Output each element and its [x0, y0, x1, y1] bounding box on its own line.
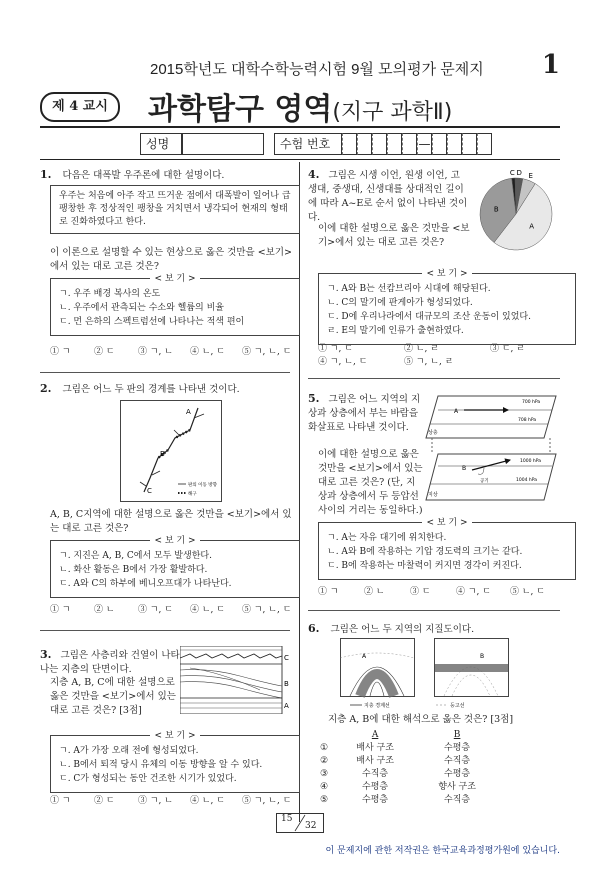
q6-c1-num: ①: [320, 743, 329, 753]
q5-p1004: 1004 hPa: [516, 478, 538, 483]
q6-label-b: B: [480, 653, 485, 660]
pie-label-c: C: [509, 169, 515, 178]
q6-number: 6.: [308, 622, 320, 635]
q5-choice-5[interactable]: ⑤ ㄴ, ㄷ: [510, 587, 545, 597]
subject-main: 과학탐구 영역: [148, 92, 333, 127]
q1-item-2: ㄴ. 우주에서 관측되는 수소와 헬륨의 비율: [59, 303, 224, 313]
q6-choice-5[interactable]: [314, 794, 498, 807]
q2: [40, 382, 290, 397]
q2-number: 2.: [40, 382, 52, 395]
q2-choices: [50, 602, 302, 615]
q3-choice-1[interactable]: ① ㄱ: [50, 796, 71, 806]
q6-col-a: A: [371, 730, 379, 740]
q1: [40, 168, 290, 183]
q1-item-1: ㄱ. 우주 배경 복사의 온도: [59, 289, 161, 299]
q6-legend-2: 등고선: [450, 703, 465, 709]
q5-item-1: ㄱ. A는 자유 대기에 위치한다.: [327, 533, 447, 543]
q5-stem: 그림은 어느 지역의 지상과 상층에서 부는 바람을 화살표로 나타낸 것이다.: [308, 394, 421, 433]
exam-no-label: 수험 번호: [274, 133, 342, 155]
q6-col-b: B: [453, 730, 461, 740]
q5-upper-label: 상층: [428, 430, 438, 436]
q6-c3-b: 수평층: [444, 769, 471, 779]
subject-sub: (지구 과학Ⅱ): [332, 100, 453, 125]
q5-item-3: ㄷ. B에 작용하는 마찰력이 커지면 경각이 커진다.: [327, 561, 522, 571]
q4-item-3: ㄷ. D에 우리나라에서 대규모의 조산 운동이 있었다.: [327, 312, 531, 322]
q4-rule: [308, 378, 560, 379]
q5-choice-4[interactable]: ④ ㄱ, ㄷ: [456, 587, 491, 597]
pie-label-b: B: [493, 205, 499, 214]
q4-item-2: ㄴ. C의 말기에 판게아가 형성되었다.: [327, 298, 473, 308]
q4-question: 이에 대한 설명으로 옳은 것만을 <보기>에서 있는 대로 고른 것은?: [318, 223, 470, 248]
q6-c3-num: ③: [320, 769, 329, 779]
page-number: 1: [541, 50, 560, 80]
q1-choice-1[interactable]: ① ㄱ: [50, 347, 71, 357]
q3-label-c: C: [284, 654, 289, 662]
q3-strata-figure: [180, 646, 290, 714]
q2-legend-2: 해구: [188, 492, 197, 497]
q5-wind-figure: [424, 388, 560, 508]
page-current: 15: [281, 814, 293, 824]
pie-label-e: E: [528, 171, 533, 180]
q2-label-b: B: [160, 450, 165, 458]
q6-c1-b: 수평층: [444, 743, 471, 753]
q4-choice-2[interactable]: ② ㄴ, ㄹ: [404, 344, 439, 354]
q5-rule: [308, 610, 560, 611]
q6-c5-num: ⑤: [320, 795, 329, 805]
q4-stem: 그림은 시생 이언, 원생 이언, 고생대, 중생대, 신생대를 상대적인 길이에 따라 A~E로 순서 없이 나타낸 것이다.: [308, 170, 468, 223]
q5-bogi-label: < 보 기 >: [422, 518, 471, 528]
q3-choice-2[interactable]: ② ㄷ: [94, 796, 115, 806]
exam-title: 2015학년도 대학수학능력시험 9월 모의평가 문제지: [150, 61, 484, 78]
q6-c2-a: 배사 구조: [356, 756, 394, 766]
q6-label-a: A: [362, 653, 367, 660]
q3-label-a: A: [284, 702, 289, 710]
q6-stem: 그림은 어느 두 지역의 지질도이다.: [330, 624, 475, 635]
q6-answer-table: [314, 729, 498, 807]
q3-choice-3[interactable]: ③ ㄱ, ㄴ: [138, 796, 173, 806]
page-counter: [276, 813, 324, 833]
q5-arc-label: 공기: [480, 479, 489, 484]
q2-choice-5[interactable]: ⑤ ㄱ, ㄴ, ㄷ: [242, 605, 292, 615]
q5-bogi: [318, 518, 576, 580]
q3-item-3: ㄷ. C가 형성되는 동안 건조한 시기가 있었다.: [59, 774, 237, 784]
q5-question: 이에 대한 설명으로 옳은 것만을 <보기>에서 있는 대로 고른 것은? (단, 지상과 상층에서 두 등압선 사이의 거리는 동일하다.): [318, 449, 423, 516]
q1-stem: 다음은 대폭발 우주론에 대한 설명이다.: [62, 170, 225, 181]
q2-label-a: A: [186, 408, 191, 416]
q6-c4-num: ④: [320, 782, 329, 792]
q2-label-c: C: [147, 487, 152, 495]
q6-c4-b: 향사 구조: [438, 782, 476, 792]
q3: [40, 648, 180, 677]
q1-rule: [40, 372, 290, 373]
session-badge: 제 4 교시: [40, 92, 120, 122]
q3-number: 3.: [40, 648, 52, 661]
q2-choice-2[interactable]: ② ㄴ: [94, 605, 115, 615]
q4-choice-1[interactable]: ① ㄱ, ㄷ: [318, 344, 353, 354]
q3-choice-5[interactable]: ⑤ ㄱ, ㄴ, ㄷ: [242, 796, 292, 806]
q6-c1-a: 배사 구조: [356, 743, 394, 753]
q5-choice-3[interactable]: ③ ㄷ: [410, 587, 431, 597]
q5-item-2: ㄴ. A와 B에 작용하는 기압 경도력의 크기는 같다.: [327, 547, 523, 557]
q3-bogi-label: < 보 기 >: [150, 731, 199, 741]
name-field[interactable]: [182, 133, 264, 155]
q1-choice-3[interactable]: ③ ㄱ, ㄴ: [138, 347, 173, 357]
q3-item-2: ㄴ. B에서 퇴적 당시 유체의 이동 방향을 알 수 있다.: [59, 760, 263, 770]
q5-number: 5.: [308, 392, 320, 405]
q6-c4-a: 수평층: [362, 782, 389, 792]
q6-choice-4[interactable]: [314, 781, 498, 794]
q6-c5-a: 수평층: [362, 795, 389, 805]
q2-rule: [40, 630, 290, 631]
q4-bogi-label: < 보 기 >: [422, 269, 471, 279]
q4-pie-chart: [470, 166, 562, 258]
q2-item-2: ㄴ. 화산 활동은 B에서 가장 활발하다.: [59, 565, 208, 575]
q4-choices: [318, 343, 525, 369]
q2-item-3: ㄷ. A와 C의 하부에 베니오프대가 나타난다.: [59, 579, 232, 589]
q1-bogi-label: < 보 기 >: [150, 274, 199, 284]
name-label: 성명: [140, 133, 182, 155]
exam-no-field[interactable]: [342, 133, 492, 153]
q5: [308, 392, 423, 435]
q2-legend-1: 판의 이동 방향: [188, 483, 217, 488]
q2-bogi-label: < 보 기 >: [150, 536, 199, 546]
q6-choice-2[interactable]: [314, 755, 498, 768]
q4-choice-4[interactable]: ④ ㄱ, ㄴ, ㄷ: [318, 357, 368, 367]
copyright: 이 문제지에 관한 저작권은 한국교육과정평가원에 있습니다.: [325, 846, 560, 856]
q5-p700: 700 hPa: [522, 400, 541, 405]
q2-choice-1[interactable]: ① ㄱ: [50, 605, 71, 615]
q5-label-a: A: [454, 408, 459, 415]
q1-choice-5[interactable]: ⑤ ㄱ, ㄴ, ㄷ: [242, 347, 292, 357]
q5-ground-label: 지상: [428, 492, 438, 498]
q2-choice-4[interactable]: ④ ㄴ, ㄷ: [190, 605, 225, 615]
q5-label-b: B: [462, 465, 467, 472]
q5-p708: 708 hPa: [518, 418, 537, 423]
pie-label-a: A: [529, 222, 535, 231]
subject-title: [148, 84, 452, 128]
header-rule: [40, 126, 560, 128]
q6-c2-num: ②: [320, 756, 329, 766]
pie-label-d: D: [516, 169, 522, 178]
q1-bogi: [50, 274, 300, 336]
q6-geologic-map: [340, 638, 510, 710]
q6-choice-3[interactable]: [314, 768, 498, 781]
page-total: 32: [305, 821, 317, 831]
q3-choice-4[interactable]: ④ ㄴ, ㄷ: [190, 796, 225, 806]
q3-item-1: ㄱ. A가 가장 오래 전에 형성되었다.: [59, 746, 199, 756]
q1-item-3: ㄷ. 먼 은하의 스펙트럼선에 나타나는 적색 편이: [59, 317, 245, 327]
q1-passage: 우주는 처음에 아주 작고 뜨거운 점에서 대폭발이 일어나 급팽창한 후 정상적인 팽창을 거치면서 냉각되어 현재의 형태로 진화하였다고 한다.: [50, 185, 300, 234]
q6-c5-b: 수직층: [444, 795, 471, 805]
q5-choice-1[interactable]: ① ㄱ: [318, 587, 339, 597]
q4-number: 4.: [308, 168, 320, 181]
q4-choice-3[interactable]: ③ ㄷ, ㄹ: [490, 344, 525, 354]
q3-label-b: B: [284, 680, 289, 688]
q3-choices: [50, 793, 302, 806]
content-rule: [40, 159, 560, 160]
q2-bogi: [50, 536, 300, 598]
q6: [308, 622, 558, 637]
q2-item-1: ㄱ. 지진은 A, B, C에서 모두 발생한다.: [59, 551, 212, 561]
q4-item-1: ㄱ. A와 B는 선캄브리아 시대에 해당된다.: [327, 284, 491, 294]
q1-choice-4[interactable]: ④ ㄴ, ㄷ: [190, 347, 225, 357]
exam-no-dash: —: [417, 133, 432, 155]
q1-choice-2[interactable]: ② ㄷ: [94, 347, 115, 357]
q5-choices: [318, 584, 564, 597]
q4-item-4: ㄹ. E의 말기에 인류가 출현하였다.: [327, 326, 464, 336]
q6-legend-1: 지층 경계선: [364, 703, 390, 709]
q1-choices: [50, 344, 302, 357]
q3-question: 지층 A, B, C에 대한 설명으로 옳은 것만을 <보기>에서 있는 대로 고른 것은? [3점]: [50, 677, 176, 716]
q6-question: 지층 A, B에 대한 해석으로 옳은 것은? [3점]: [328, 714, 514, 725]
q2-question: A, B, C지역에 대한 설명으로 옳은 것만을 <보기>에서 있는 대로 고른 것은?: [50, 509, 292, 534]
q5-p1000: 1000 hPa: [520, 459, 542, 464]
q2-plate-figure: [120, 400, 222, 502]
q4-bogi: [318, 269, 576, 345]
q5-choice-2[interactable]: ② ㄴ: [364, 587, 385, 597]
column-divider: [299, 162, 300, 822]
q1-number: 1.: [40, 168, 52, 181]
id-row: [140, 133, 492, 153]
q6-choice-1[interactable]: [314, 742, 498, 755]
q3-bogi: [50, 731, 300, 793]
q4: [308, 168, 468, 225]
q6-c2-b: 수직층: [444, 756, 471, 766]
q4-choice-5[interactable]: ⑤ ㄱ, ㄴ, ㄹ: [404, 357, 454, 367]
q3-stem: 그림은 사층리와 건열이 나타나는 지층의 단면이다.: [40, 650, 180, 675]
q2-stem: 그림은 어느 두 판의 경계를 나타낸 것이다.: [62, 384, 240, 395]
q1-question: 이 이론으로 설명할 수 있는 현상으로 옳은 것만을 <보기>에서 있는 대로 고른 것은?: [50, 247, 292, 272]
q2-choice-3[interactable]: ③ ㄱ, ㄷ: [138, 605, 173, 615]
q6-c3-a: 수직층: [362, 769, 389, 779]
